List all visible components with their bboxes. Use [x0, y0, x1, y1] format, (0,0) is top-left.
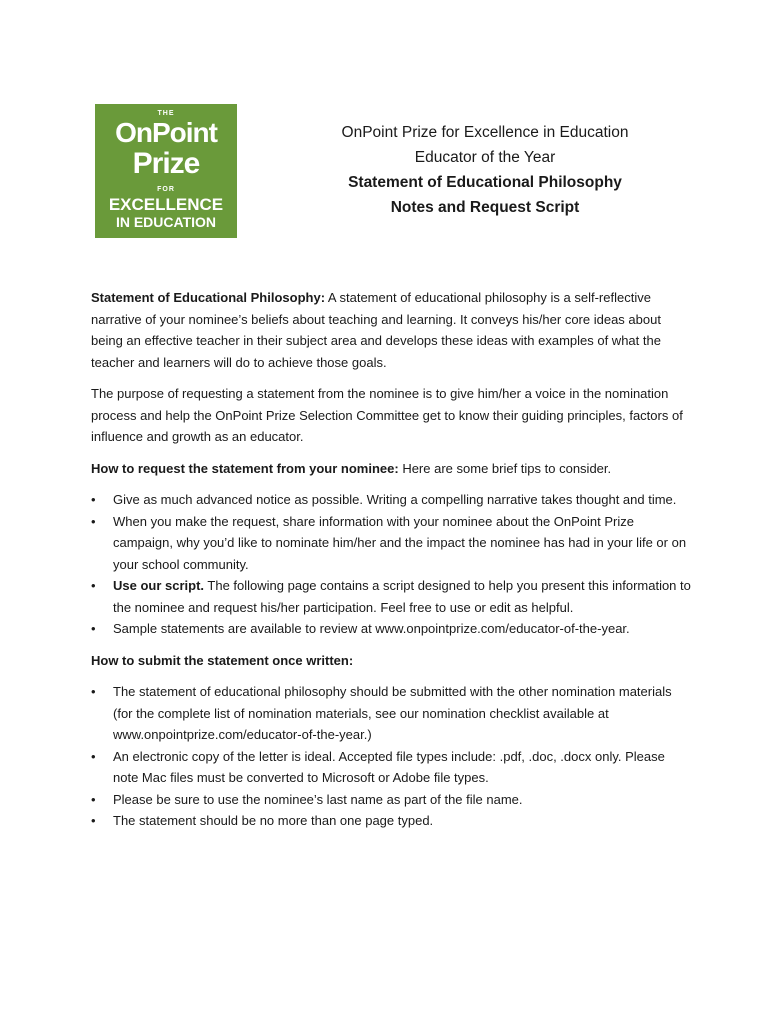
list-item-text: The statement should be no more than one page typed. [113, 813, 434, 828]
logo-onpoint: OnPoint [115, 117, 217, 148]
bullet-icon: • [91, 492, 96, 507]
title-line-4: Notes and Request Script [390, 199, 580, 216]
list-item [91, 810, 691, 832]
list-item-text: Sample statements are available to review at www.onpointprize.com/educator-of-the-year. [113, 621, 630, 636]
list-item [91, 618, 691, 640]
title-line-1: OnPoint Prize for Excellence in Education [341, 124, 629, 141]
submit-tips-list [91, 681, 691, 832]
list-item [91, 789, 691, 811]
list-item-text: The following page contains a script designed to help you present this information to the nominee and request his/her participation. Feel free to use or edit as helpful. [113, 578, 691, 615]
document-title-block [310, 120, 660, 220]
request-tips-list [91, 489, 691, 640]
document-body [91, 287, 691, 842]
list-item [91, 681, 691, 746]
list-item-text: Please be sure to use the nominee’s last name as part of the file name. [113, 791, 523, 807]
bullet-icon: • [91, 791, 96, 807]
list-item-text: Give as much advanced notice as possible. Writing a compelling narrative takes thought and time. [113, 492, 677, 507]
purpose-paragraph: The purpose of requesting a statement from the nominee is to give him/her a voice in the nomination process and help the OnPoint Prize Selection Committee get to know their guiding principles, factors of influence and growth as an educator. [91, 386, 683, 444]
request-text: Here are some brief tips to consider. [398, 460, 612, 476]
submit-heading: How to submit the statement once written: [91, 652, 354, 668]
bullet-icon: • [91, 684, 96, 699]
list-item [91, 575, 691, 618]
logo-the: THE [157, 110, 175, 117]
list-item-bold: Use our script. [113, 578, 205, 593]
title-line-3: Statement of Educational Philosophy [348, 174, 622, 191]
philosophy-text: A statement of educational philosophy is a self-reflective narrative of your nominee’s beliefs about teaching and learning. It conveys his/her core ideas about being an effective teacher in their subject area and develops these ideas with examples of what the teacher and learners will do to achieve those goals. [91, 290, 661, 370]
request-heading: How to request the statement from your nominee: [91, 460, 399, 476]
bullet-icon: • [91, 621, 96, 636]
list-item-text: An electronic copy of the letter is ideal. Accepted file types include: .pdf, .doc, .docx only. Please note Mac files must be converted to Microsoft or Adobe file types. [113, 748, 665, 785]
list-item-text: The statement of educational philosophy should be submitted with the other nomination materials (for the complete list of nomination materials, see our nomination checklist available at www.onpointprize.com/educator-of-the-year.) [113, 684, 672, 742]
logo-excellence: EXCELLENCE [108, 195, 224, 214]
bullet-icon: • [91, 813, 96, 828]
bullet-icon: • [91, 578, 96, 593]
bullet-icon: • [91, 748, 96, 764]
list-item-text: When you make the request, share information with your nominee about the OnPoint Prize campaign, why you’d like to nominate him/her and the impact the nominee has had in your life or on your school community. [113, 513, 687, 572]
logo-in-education: IN EDUCATION [115, 214, 217, 230]
philosophy-paragraph [91, 287, 691, 373]
list-item [91, 489, 691, 511]
logo-for: FOR [157, 186, 175, 193]
logo-prize: Prize [132, 147, 200, 180]
title-line-2: Educator of the Year [414, 149, 556, 166]
onpoint-prize-logo [95, 104, 237, 238]
philosophy-heading: Statement of Educational Philosophy: [91, 290, 326, 305]
request-paragraph [91, 458, 691, 480]
list-item [91, 746, 691, 789]
list-item [91, 511, 691, 576]
bullet-icon: • [91, 513, 96, 529]
